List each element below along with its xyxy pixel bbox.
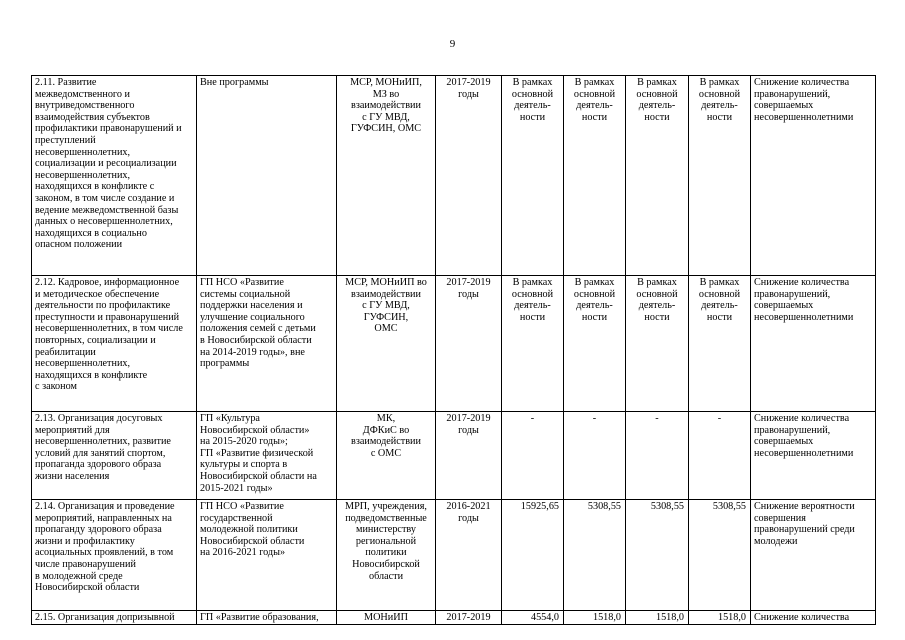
activity-name-cell-line: несовершеннолетних, в том числе	[35, 323, 183, 335]
activity-name-cell-line: несовершеннолетних,	[35, 169, 131, 181]
activity-name-cell-line: 2.11. Развитие	[35, 77, 97, 88]
activity-name-cell-line: данных о несовершеннолетних,	[35, 216, 173, 228]
executors-cell-line: МОНиИП	[364, 612, 408, 623]
funding-cell-2-line: -	[592, 413, 597, 424]
funding-cell-3	[626, 611, 689, 625]
activity-name-cell	[32, 76, 197, 276]
expected-result-cell	[751, 611, 876, 625]
program-cell-line: программы	[200, 358, 250, 370]
executors-cell-line: с ГУ МВД,	[362, 111, 410, 123]
program-cell-line: ГП «Развитие образования,	[200, 612, 319, 623]
program-cell-line: государственной	[200, 512, 273, 524]
funding-cell-4-line: В рамках	[699, 277, 740, 288]
program-cell-line: на 2014-2019 годы», вне	[200, 346, 305, 358]
program-cell-line: культуры и спорта в	[200, 459, 288, 471]
funding-cell-3	[626, 276, 689, 412]
expected-result-cell-line: правонарушений,	[754, 424, 831, 436]
funding-cell-4	[689, 76, 751, 276]
funding-cell-2-line: В рамках	[574, 277, 615, 288]
executors-cell	[337, 611, 436, 625]
funding-cell-3-line: В рамках	[637, 277, 677, 288]
funding-cell-4-line: основной	[698, 288, 741, 300]
funding-cell-4	[689, 500, 751, 611]
activity-name-cell-line: внутриведомственного	[35, 100, 135, 112]
activity-name-cell-line: 2.15. Организация допризывной	[35, 612, 175, 623]
expected-result-cell-line: несовершеннолетними	[754, 447, 854, 459]
funding-cell-4-line: деятель-	[701, 300, 738, 312]
program-cell	[197, 611, 337, 625]
activity-name-cell-line: повторных, социализации и	[35, 334, 156, 346]
term-cell-line: 2017-2019	[446, 413, 491, 424]
activity-name-cell-line: 2.12. Кадровое, информационное	[35, 277, 180, 288]
expected-result-cell	[751, 500, 876, 611]
activity-name-cell-line: мероприятий для	[35, 424, 110, 436]
funding-cell-1	[502, 276, 564, 412]
executors-cell-line: ГУФСИН,	[363, 311, 409, 323]
term-cell-line: 2017-2019	[446, 277, 491, 288]
term-cell	[436, 412, 502, 500]
term-cell-line: годы	[458, 424, 479, 436]
program-cell-line: Новосибирской области на	[200, 470, 317, 482]
expected-result-cell-line: Снижение вероятности	[754, 501, 855, 512]
funding-cell-3-line: ности	[644, 311, 670, 323]
funding-cell-4	[689, 412, 751, 500]
activity-name-cell-line: несовершеннолетних,	[35, 358, 131, 370]
term-cell-line: годы	[458, 512, 479, 524]
program-cell-line: ГП НСО «Развитие	[200, 277, 284, 288]
funding-cell-1	[502, 412, 564, 500]
executors-cell	[337, 76, 436, 276]
expected-result-cell-line: Снижение количества	[754, 77, 850, 88]
activity-name-cell-line: законом, в том числе создание и	[35, 192, 175, 204]
executors-cell-line: ОМС	[374, 323, 398, 335]
program-cell	[197, 76, 337, 276]
funding-cell-3-line: В рамках	[637, 77, 677, 88]
program-cell-line: ГП «Культура	[200, 413, 260, 424]
executors-cell-line: МК,	[376, 413, 396, 424]
program-cell-line: в Новосибирской области	[200, 334, 312, 346]
executors-cell-line: подведомственные	[345, 512, 427, 524]
activities-table	[31, 75, 876, 625]
funding-cell-4-line: ности	[706, 111, 733, 123]
activity-name-cell-line: и методическое обеспечение	[35, 288, 160, 300]
funding-cell-4-line: 5308,55	[712, 501, 746, 512]
activity-name-cell-line: с законом	[35, 381, 77, 393]
funding-cell-2	[564, 412, 626, 500]
executors-cell-line: с ГУ МВД,	[362, 300, 410, 312]
program-cell-line: Новосибирской области»	[200, 424, 310, 436]
funding-cell-4-line: -	[717, 413, 722, 424]
funding-cell-4-line: деятель-	[701, 100, 738, 112]
table-row	[32, 76, 876, 276]
activity-name-cell-line: опасном положении	[35, 239, 123, 251]
executors-cell	[337, 500, 436, 611]
funding-cell-4	[689, 276, 751, 412]
table-row	[32, 412, 876, 500]
expected-result-cell-line: совершаемых	[754, 300, 814, 312]
funding-cell-4-line: ности	[706, 311, 733, 323]
funding-cell-3-line: основной	[636, 88, 678, 100]
executors-cell-line: региональной	[355, 535, 417, 547]
executors-cell-line: взаимодействии	[351, 288, 421, 300]
activity-name-cell-line: находящихся в социально	[35, 227, 147, 239]
activity-name-cell-line: находящихся в конфликте с	[35, 181, 155, 193]
funding-cell-4-line: основной	[698, 88, 741, 100]
funding-cell-2-line: ности	[581, 111, 608, 123]
expected-result-cell-line: совершения	[754, 512, 806, 524]
executors-cell-line: МРП, учреждения,	[345, 501, 427, 512]
funding-cell-2-line: 5308,55	[587, 501, 621, 512]
activity-name-cell-line: реабилитации	[35, 346, 96, 358]
funding-cell-3	[626, 500, 689, 611]
term-cell	[436, 500, 502, 611]
activity-name-cell-line: пропаганду здорового образа	[35, 524, 162, 536]
activity-name-cell-line: взаимодействия субъектов	[35, 111, 150, 123]
activity-name-cell-line: ведение межведомственной базы	[35, 204, 179, 216]
activity-name-cell-line: в молодежной среде	[35, 570, 123, 582]
funding-cell-1-line: 4554,0	[530, 612, 559, 623]
funding-cell-1-line: -	[530, 413, 535, 424]
program-cell-line: ГП НСО «Развитие	[200, 501, 284, 512]
funding-cell-2-line: В рамках	[574, 77, 615, 88]
funding-cell-4-line: 1518,0	[717, 612, 746, 623]
funding-cell-2-line: основной	[573, 88, 616, 100]
funding-cell-1-line: В рамках	[512, 77, 553, 88]
funding-cell-3-line: ности	[644, 111, 670, 123]
funding-cell-1-line: В рамках	[512, 277, 553, 288]
funding-cell-1-line: ности	[519, 311, 546, 323]
expected-result-cell	[751, 276, 876, 412]
expected-result-cell-line: правонарушений,	[754, 88, 831, 100]
program-cell-line: молодежной политики	[200, 524, 298, 536]
expected-result-cell-line: совершаемых	[754, 436, 814, 448]
program-cell-line: положения семей с детьми	[200, 323, 316, 335]
activity-name-cell	[32, 500, 197, 611]
funding-cell-1	[502, 611, 564, 625]
executors-cell-line: взаимодействии	[351, 100, 421, 112]
expected-result-cell-line: правонарушений,	[754, 288, 831, 300]
program-cell-line: Вне программы	[200, 77, 269, 88]
executors-cell-line: МЗ во	[372, 88, 400, 100]
page-number: 9	[449, 38, 456, 50]
funding-cell-2	[564, 76, 626, 276]
executors-cell-line: МСР, МОНиИП во	[345, 277, 427, 288]
funding-cell-1	[502, 76, 564, 276]
term-cell	[436, 611, 502, 625]
funding-cell-3-line: деятель-	[638, 100, 676, 112]
term-cell	[436, 276, 502, 412]
executors-cell-line: с ОМС	[370, 447, 402, 459]
funding-cell-3-line: 1518,0	[655, 612, 684, 623]
funding-cell-4-line: В рамках	[699, 77, 740, 88]
activity-name-cell-line: жизни и профилактику	[35, 535, 135, 547]
program-cell-line: 2015-2021 годы»	[200, 482, 273, 494]
executors-cell	[337, 276, 436, 412]
program-cell	[197, 276, 337, 412]
funding-cell-2	[564, 611, 626, 625]
activity-name-cell-line: деятельности по профилактике	[35, 300, 171, 312]
funding-cell-1-line: 15925,65	[520, 501, 559, 512]
executors-cell-line: министерству	[356, 524, 416, 536]
activity-name-cell-line: находящихся в конфликте	[35, 369, 148, 381]
table-row	[32, 500, 876, 611]
expected-result-cell-line: несовершеннолетними	[754, 311, 854, 323]
executors-cell-line: политики	[365, 547, 407, 559]
term-cell-line: годы	[458, 288, 479, 300]
funding-cell-2	[564, 500, 626, 611]
term-cell-line: 2017-2019	[446, 612, 491, 623]
activity-name-cell-line: профилактики правонарушений и	[35, 123, 182, 135]
funding-cell-3-line: основной	[636, 288, 678, 300]
funding-cell-2-line: основной	[573, 288, 616, 300]
executors-cell-line: взаимодействии	[351, 436, 421, 448]
term-cell-line: 2016-2021	[446, 501, 491, 512]
executors-cell-line: ДФКиС во	[362, 424, 410, 436]
table-row	[32, 611, 876, 625]
executors-cell-line: ГУФСИН, ОМС	[350, 123, 422, 135]
expected-result-cell-line: Снижение количества	[754, 612, 850, 623]
program-cell	[197, 412, 337, 500]
funding-cell-2-line: 1518,0	[592, 612, 621, 623]
expected-result-cell-line: Снижение количества	[754, 277, 850, 288]
expected-result-cell-line: правонарушений среди	[754, 524, 855, 536]
expected-result-cell-line: молодежи	[754, 535, 798, 547]
program-cell-line: улучшение социального	[200, 311, 305, 323]
expected-result-cell	[751, 412, 876, 500]
funding-cell-1-line: основной	[511, 88, 554, 100]
expected-result-cell-line: несовершеннолетними	[754, 111, 854, 123]
expected-result-cell-line: Снижение количества	[754, 413, 850, 424]
activity-name-cell-line: преступлений	[35, 134, 96, 146]
term-cell	[436, 76, 502, 276]
program-cell-line: на 2015-2020 годы»;	[200, 436, 288, 448]
activity-name-cell-line: числе правонарушений	[35, 558, 136, 570]
activity-name-cell-line: несовершеннолетних,	[35, 146, 131, 158]
funding-cell-3	[626, 76, 689, 276]
program-cell-line: Новосибирской области	[200, 535, 305, 547]
executors-cell-line: области	[368, 570, 404, 582]
activity-name-cell-line: несовершеннолетних, развитие	[35, 436, 171, 448]
program-cell-line: ГП «Развитие физической	[200, 447, 314, 459]
term-cell-line: 2017-2019	[446, 77, 491, 88]
executors-cell-line: Новосибирской	[352, 558, 420, 570]
funding-cell-3-line: 5308,55	[650, 501, 684, 512]
activity-name-cell-line: пропаганда здорового образа	[35, 459, 162, 471]
activity-name-cell	[32, 412, 197, 500]
table-row	[32, 276, 876, 412]
activity-name-cell-line: 2.13. Организация досуговых	[35, 413, 163, 424]
executors-cell	[337, 412, 436, 500]
funding-cell-1	[502, 500, 564, 611]
expected-result-cell-line: совершаемых	[754, 100, 814, 112]
activity-name-cell-line: Новосибирской области	[35, 582, 140, 594]
funding-cell-1-line: ности	[519, 111, 546, 123]
program-cell-line: системы социальной	[200, 288, 291, 300]
activity-name-cell-line: мероприятий, направленных на	[35, 512, 172, 524]
activity-name-cell-line: жизни населения	[35, 470, 110, 482]
funding-cell-1-line: деятель-	[514, 100, 551, 112]
funding-cell-2	[564, 276, 626, 412]
expected-result-cell	[751, 76, 876, 276]
funding-cell-2-line: деятель-	[576, 100, 613, 112]
funding-cell-4	[689, 611, 751, 625]
program-cell-line: поддержки населения и	[200, 300, 303, 312]
activity-name-cell-line: межведомственного и	[35, 88, 130, 100]
funding-cell-1-line: деятель-	[514, 300, 551, 312]
program-cell	[197, 500, 337, 611]
funding-cell-2-line: деятель-	[576, 300, 613, 312]
activity-name-cell-line: преступности и правонарушений	[35, 311, 180, 323]
funding-cell-3-line: деятель-	[638, 300, 676, 312]
activity-name-cell-line: социализации и ресоциализации	[35, 158, 177, 170]
funding-cell-3	[626, 412, 689, 500]
activity-name-cell-line: условий для занятий спортом,	[35, 447, 166, 459]
activity-name-cell-line: 2.14. Организация и проведение	[35, 501, 175, 512]
activity-name-cell	[32, 276, 197, 412]
funding-cell-1-line: основной	[511, 288, 554, 300]
activity-name-cell	[32, 611, 197, 625]
program-cell-line: на 2016-2021 годы»	[200, 547, 286, 559]
term-cell-line: годы	[458, 88, 479, 100]
activity-name-cell-line: асоциальных проявлений, в том	[35, 547, 174, 559]
funding-cell-3-line: -	[655, 413, 659, 424]
funding-cell-2-line: ности	[581, 311, 608, 323]
executors-cell-line: МСР, МОНиИП,	[350, 77, 422, 88]
